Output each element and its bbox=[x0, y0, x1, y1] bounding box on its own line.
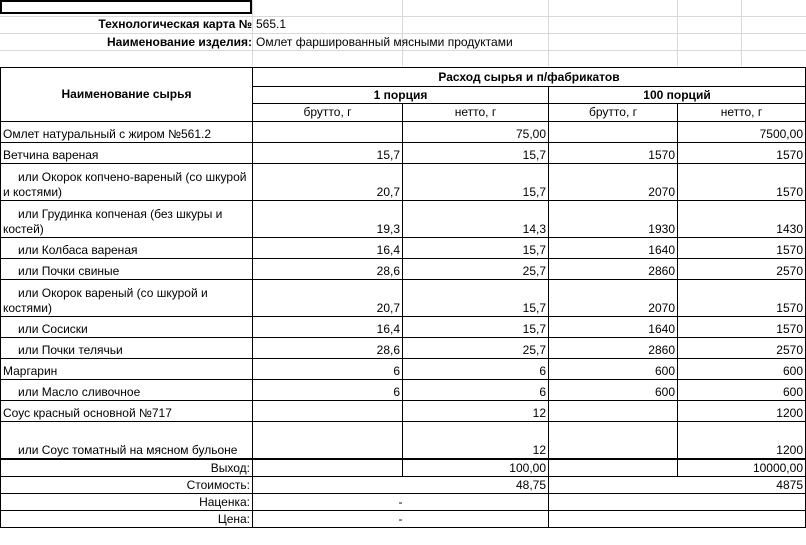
brutto-1-cell[interactable] bbox=[253, 422, 403, 460]
brutto-1-cell[interactable]: 16,4 bbox=[253, 317, 403, 338]
table-row bbox=[1, 338, 806, 359]
ingredient-name-text: или Окорок вареный (со шкурой и костями) bbox=[3, 286, 208, 315]
brutto-100-cell[interactable]: 1640 bbox=[549, 238, 678, 259]
header-netto: нетто, г bbox=[403, 104, 549, 122]
ingredient-name-cell[interactable] bbox=[1, 380, 253, 401]
output-label[interactable]: Выход: bbox=[1, 459, 253, 477]
output-100-value[interactable]: 10000,00 bbox=[678, 459, 806, 477]
netto-100-cell[interactable]: 7500,00 bbox=[678, 122, 806, 143]
header-brutto: брутто, г bbox=[549, 104, 678, 122]
brutto-1-cell[interactable]: 15,7 bbox=[253, 143, 403, 164]
brutto-1-cell[interactable]: 19,3 bbox=[253, 201, 403, 238]
ingredient-name-text: или Грудинка копченая (без шкуры и костей) bbox=[3, 207, 223, 236]
table-row bbox=[1, 259, 806, 280]
brutto-100-cell[interactable] bbox=[549, 422, 678, 460]
netto-100-cell[interactable]: 1200 bbox=[678, 401, 806, 422]
ingredient-name-text: или Сосиски bbox=[18, 322, 88, 336]
gridline bbox=[0, 50, 806, 51]
netto-1-cell[interactable]: 75,00 bbox=[403, 122, 549, 143]
output-1-value[interactable]: 100,00 bbox=[403, 459, 549, 477]
table-row bbox=[1, 359, 806, 380]
ingredient-name-text: или Почки телячьи bbox=[18, 343, 123, 357]
footer-row bbox=[1, 494, 806, 511]
brutto-1-cell[interactable]: 28,6 bbox=[253, 338, 403, 359]
netto-100-cell[interactable]: 600 bbox=[678, 359, 806, 380]
brutto-100-cell[interactable]: 1570 bbox=[549, 143, 678, 164]
brutto-1-cell[interactable]: 20,7 bbox=[253, 280, 403, 317]
netto-1-cell[interactable]: 6 bbox=[403, 359, 549, 380]
netto-100-cell[interactable]: 1570 bbox=[678, 317, 806, 338]
brutto-100-cell[interactable] bbox=[549, 122, 678, 143]
ingredient-name-cell[interactable] bbox=[1, 280, 253, 317]
output-100-empty[interactable] bbox=[549, 459, 678, 477]
brutto-100-cell[interactable]: 600 bbox=[549, 359, 678, 380]
product-name-value[interactable]: Омлет фаршированный мясными продуктами bbox=[256, 35, 513, 49]
netto-100-cell[interactable]: 1570 bbox=[678, 280, 806, 317]
netto-1-cell[interactable]: 25,7 bbox=[403, 338, 549, 359]
table-row bbox=[1, 143, 806, 164]
brutto-100-cell[interactable] bbox=[549, 401, 678, 422]
netto-1-cell[interactable]: 15,7 bbox=[403, 317, 549, 338]
brutto-100-cell[interactable]: 600 bbox=[549, 380, 678, 401]
brutto-1-cell[interactable] bbox=[253, 401, 403, 422]
header-1-portion: 1 порция bbox=[253, 87, 549, 104]
active-cell-selection[interactable] bbox=[0, 0, 252, 14]
netto-1-cell[interactable]: 15,7 bbox=[403, 238, 549, 259]
netto-1-cell[interactable]: 15,7 bbox=[403, 280, 549, 317]
netto-1-cell[interactable]: 12 bbox=[403, 401, 549, 422]
ingredient-name-cell[interactable]: Соус красный основной №717 bbox=[1, 401, 253, 422]
netto-100-cell[interactable]: 600 bbox=[678, 380, 806, 401]
ingredient-name-cell[interactable] bbox=[1, 238, 253, 259]
price-value[interactable]: - bbox=[253, 511, 549, 528]
table-row bbox=[1, 380, 806, 401]
ingredient-name-cell[interactable]: Маргарин bbox=[1, 359, 253, 380]
table-row bbox=[1, 164, 806, 201]
netto-100-cell[interactable]: 1570 bbox=[678, 143, 806, 164]
netto-1-cell[interactable]: 14,3 bbox=[403, 201, 549, 238]
netto-100-cell[interactable]: 2570 bbox=[678, 259, 806, 280]
markup-label[interactable]: Наценка: bbox=[1, 494, 253, 511]
ingredient-name-cell[interactable]: Омлет натуральный с жиром №561.2 bbox=[1, 122, 253, 143]
netto-1-cell[interactable]: 15,7 bbox=[403, 164, 549, 201]
column-header-ingredient: Наименование сырья bbox=[1, 68, 253, 122]
netto-1-cell[interactable]: 25,7 bbox=[403, 259, 549, 280]
netto-100-cell[interactable]: 1430 bbox=[678, 201, 806, 238]
ingredient-name-text: или Колбаса вареная bbox=[18, 243, 138, 257]
price-100-empty[interactable] bbox=[549, 511, 806, 528]
output-1-empty[interactable] bbox=[253, 459, 403, 477]
ingredient-name-text: или Почки свиные bbox=[18, 264, 120, 278]
netto-100-cell[interactable]: 1200 bbox=[678, 422, 806, 460]
brutto-100-cell[interactable]: 2860 bbox=[549, 259, 678, 280]
table-row bbox=[1, 238, 806, 259]
markup-100-empty[interactable] bbox=[549, 494, 806, 511]
footer-row bbox=[1, 511, 806, 528]
card-number-label: Технологическая карта № bbox=[98, 17, 252, 31]
brutto-100-cell[interactable]: 2860 bbox=[549, 338, 678, 359]
header-netto: нетто, г bbox=[678, 104, 806, 122]
brutto-1-cell[interactable]: 6 bbox=[253, 380, 403, 401]
table-row bbox=[1, 122, 806, 143]
netto-1-cell[interactable]: 6 bbox=[403, 380, 549, 401]
brutto-100-cell[interactable]: 1640 bbox=[549, 317, 678, 338]
ingredient-name-text: или Окорок копчено-вареный (со шкурой и костями) bbox=[3, 170, 247, 199]
card-number-value[interactable]: 565.1 bbox=[256, 17, 287, 31]
markup-value[interactable]: - bbox=[253, 494, 549, 511]
price-label[interactable]: Цена: bbox=[1, 511, 253, 528]
table-row bbox=[1, 201, 806, 238]
ingredient-name-cell[interactable] bbox=[1, 338, 253, 359]
header-100-portions: 100 порций bbox=[549, 87, 806, 104]
product-name-label: Наименование изделия: bbox=[106, 35, 252, 49]
netto-100-cell[interactable]: 1570 bbox=[678, 238, 806, 259]
cost-label[interactable]: Стоимость: bbox=[1, 477, 253, 494]
footer-row bbox=[1, 459, 806, 477]
ingredient-name-cell[interactable] bbox=[1, 422, 253, 460]
netto-1-cell[interactable]: 15,7 bbox=[403, 143, 549, 164]
brutto-100-cell[interactable]: 2070 bbox=[549, 280, 678, 317]
brutto-1-cell[interactable]: 28,6 bbox=[253, 259, 403, 280]
cost-1-value[interactable]: 48,75 bbox=[253, 477, 549, 494]
ingredient-name-cell[interactable] bbox=[1, 201, 253, 238]
brutto-1-cell[interactable]: 16,4 bbox=[253, 238, 403, 259]
header-brutto: брутто, г bbox=[253, 104, 403, 122]
brutto-100-cell[interactable]: 1930 bbox=[549, 201, 678, 238]
brutto-1-cell[interactable]: 6 bbox=[253, 359, 403, 380]
footer-row bbox=[1, 477, 806, 494]
ingredient-name-cell[interactable] bbox=[1, 317, 253, 338]
netto-1-cell[interactable]: 12 bbox=[403, 422, 549, 460]
brutto-1-cell[interactable] bbox=[253, 122, 403, 143]
netto-100-cell[interactable]: 2570 bbox=[678, 338, 806, 359]
table-row bbox=[1, 317, 806, 338]
column-group-header: Расход сырья и п/фабрикатов bbox=[253, 68, 806, 87]
table-row bbox=[1, 401, 806, 422]
brutto-1-cell[interactable]: 20,7 bbox=[253, 164, 403, 201]
brutto-100-cell[interactable]: 2070 bbox=[549, 164, 678, 201]
ingredient-name-cell[interactable] bbox=[1, 164, 253, 201]
ingredient-name-cell[interactable] bbox=[1, 259, 253, 280]
recipe-table bbox=[0, 67, 806, 528]
ingredient-name-cell[interactable]: Ветчина вареная bbox=[1, 143, 253, 164]
table-row bbox=[1, 280, 806, 317]
netto-100-cell[interactable]: 1570 bbox=[678, 164, 806, 201]
ingredient-name-text: или Соус томатный на мясном бульоне bbox=[18, 443, 238, 457]
cost-100-value[interactable]: 4875 bbox=[549, 477, 806, 494]
ingredient-name-text: или Масло сливочное bbox=[18, 385, 141, 399]
table-row bbox=[1, 422, 806, 460]
